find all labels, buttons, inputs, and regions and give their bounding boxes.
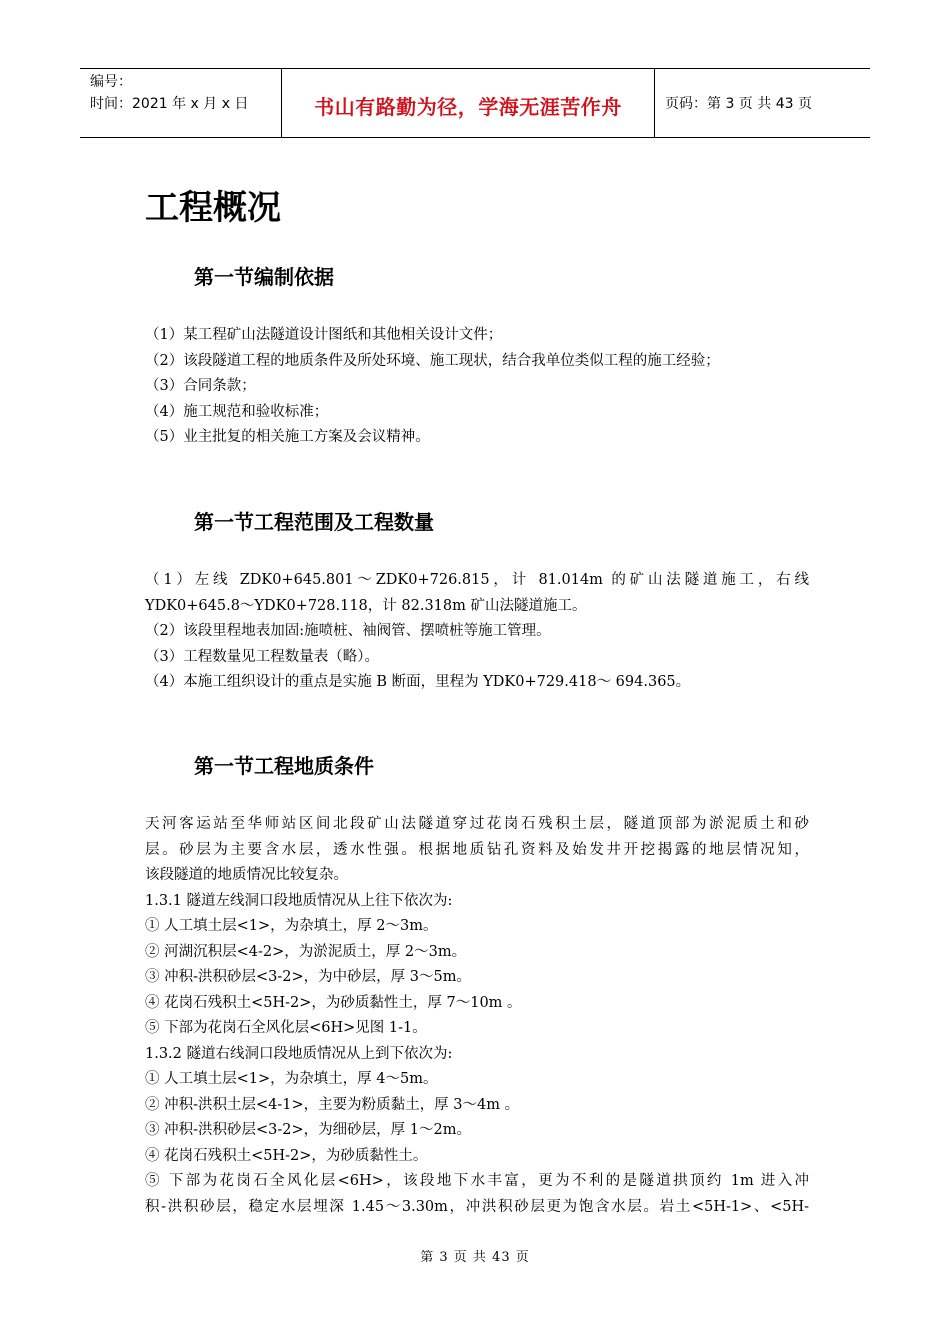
list-item: ④ 花岗石残积土<5H-2>，为砂质黏性土。 bbox=[145, 1147, 428, 1164]
list-item: ② 河湖沉积层<4-2>，为淤泥质土，厚 2～3m。 bbox=[145, 943, 467, 960]
paragraph-line: 1.3.1 隧道左线洞口段地质情况从上往下依次为: bbox=[145, 892, 453, 909]
section-body bbox=[145, 812, 809, 1220]
header-left-cell bbox=[80, 69, 282, 137]
header-motto-cell bbox=[282, 69, 655, 137]
list-item: （1）某工程矿山法隧道设计图纸和其他相关设计文件； bbox=[145, 327, 503, 343]
header-page-cell bbox=[655, 69, 870, 137]
section-title: 第一节工程范围及工程数量 bbox=[194, 510, 434, 534]
list-item: （5）业主批复的相关施工方案及会议精神。 bbox=[145, 429, 430, 445]
section-title: 第一节工程地质条件 bbox=[194, 754, 374, 778]
section-body bbox=[145, 568, 809, 696]
document-time-label: 时间：2021 年 x 月 x 日 bbox=[90, 96, 249, 112]
chapter-title: 工程概况 bbox=[145, 188, 281, 228]
list-item: ③ 冲积-洪积砂层<3-2>，为中砂层，厚 3～5m。 bbox=[145, 969, 471, 985]
list-item: （4）施工规范和验收标准； bbox=[145, 403, 329, 420]
paragraph-line: 层。砂层为主要含水层，透水性强。根据地质钻孔资料及始发井开挖揭露的地层情况知， bbox=[145, 841, 809, 858]
paragraph-line: 积-洪积砂层，稳定水层埋深 1.45～3.30m，冲洪积砂层更为饱含水层。岩土<5H-1>、<5H- bbox=[145, 1198, 809, 1215]
section-title: 第一节编制依据 bbox=[194, 265, 334, 289]
section-body bbox=[145, 323, 809, 451]
list-item: （1）左线 ZDK0+645.801～ZDK0+726.815，计 81.014m 的矿山法隧道施工，右线 bbox=[145, 572, 809, 588]
header-motto: 书山有路勤为径，学海无涯苦作舟 bbox=[314, 94, 622, 119]
list-item: YDK0+645.8～YDK0+728.118，计 82.318m 矿山法隧道施工。 bbox=[145, 597, 587, 614]
list-item: ① 人工填土层<1>，为杂填土，厚 4～5m。 bbox=[145, 1071, 438, 1087]
list-item: ⑤ 下部为花岗石全风化层<6H>，该段地下水丰富，更为不利的是隧道拱顶约 1m 进入冲 bbox=[145, 1173, 809, 1189]
list-item: （3）合同条款； bbox=[145, 378, 256, 394]
list-item: （2）该段里程地表加固:施喷桩、袖阀管、摆喷桩等施工管理。 bbox=[145, 623, 551, 639]
list-item: ④ 花岗石残积土<5H-2>，为砂质黏性土，厚 7～10m 。 bbox=[145, 994, 522, 1011]
list-item: ② 冲积-洪积土层<4-1>，主要为粉质黏土，厚 3～4m 。 bbox=[145, 1096, 520, 1113]
list-item: ③ 冲积-洪积砂层<3-2>，为细砂层，厚 1～2m。 bbox=[145, 1122, 471, 1138]
list-item: ① 人工填土层<1>，为杂填土，厚 2～3m。 bbox=[145, 918, 438, 934]
page-footer: 第 3 页 共 43 页 bbox=[420, 1250, 530, 1265]
page-header bbox=[80, 68, 870, 138]
header-page-number: 页码：第 3 页 共 43 页 bbox=[665, 96, 812, 112]
paragraph-line: 1.3.2 隧道右线洞口段地质情况从上到下依次为: bbox=[145, 1045, 453, 1062]
list-item: （4）本施工组织设计的重点是实施 B 断面，里程为 YDK0+729.418～ 694.365。 bbox=[145, 674, 691, 690]
paragraph-line: 天河客运站至华师站区间北段矿山法隧道穿过花岗石残积土层，隧道顶部为淤泥质土和砂 bbox=[145, 816, 809, 832]
list-item: ⑤ 下部为花岗石全风化层<6H>见图 1-1。 bbox=[145, 1020, 427, 1036]
document-code-label: 编号： bbox=[90, 74, 132, 90]
list-item: （2）该段隧道工程的地质条件及所处环境、施工现状，结合我单位类似工程的施工经验； bbox=[145, 352, 720, 369]
list-item: （3）工程数量见工程数量表（略）。 bbox=[145, 648, 379, 665]
paragraph-line: 该段隧道的地质情况比较复杂。 bbox=[145, 867, 348, 883]
